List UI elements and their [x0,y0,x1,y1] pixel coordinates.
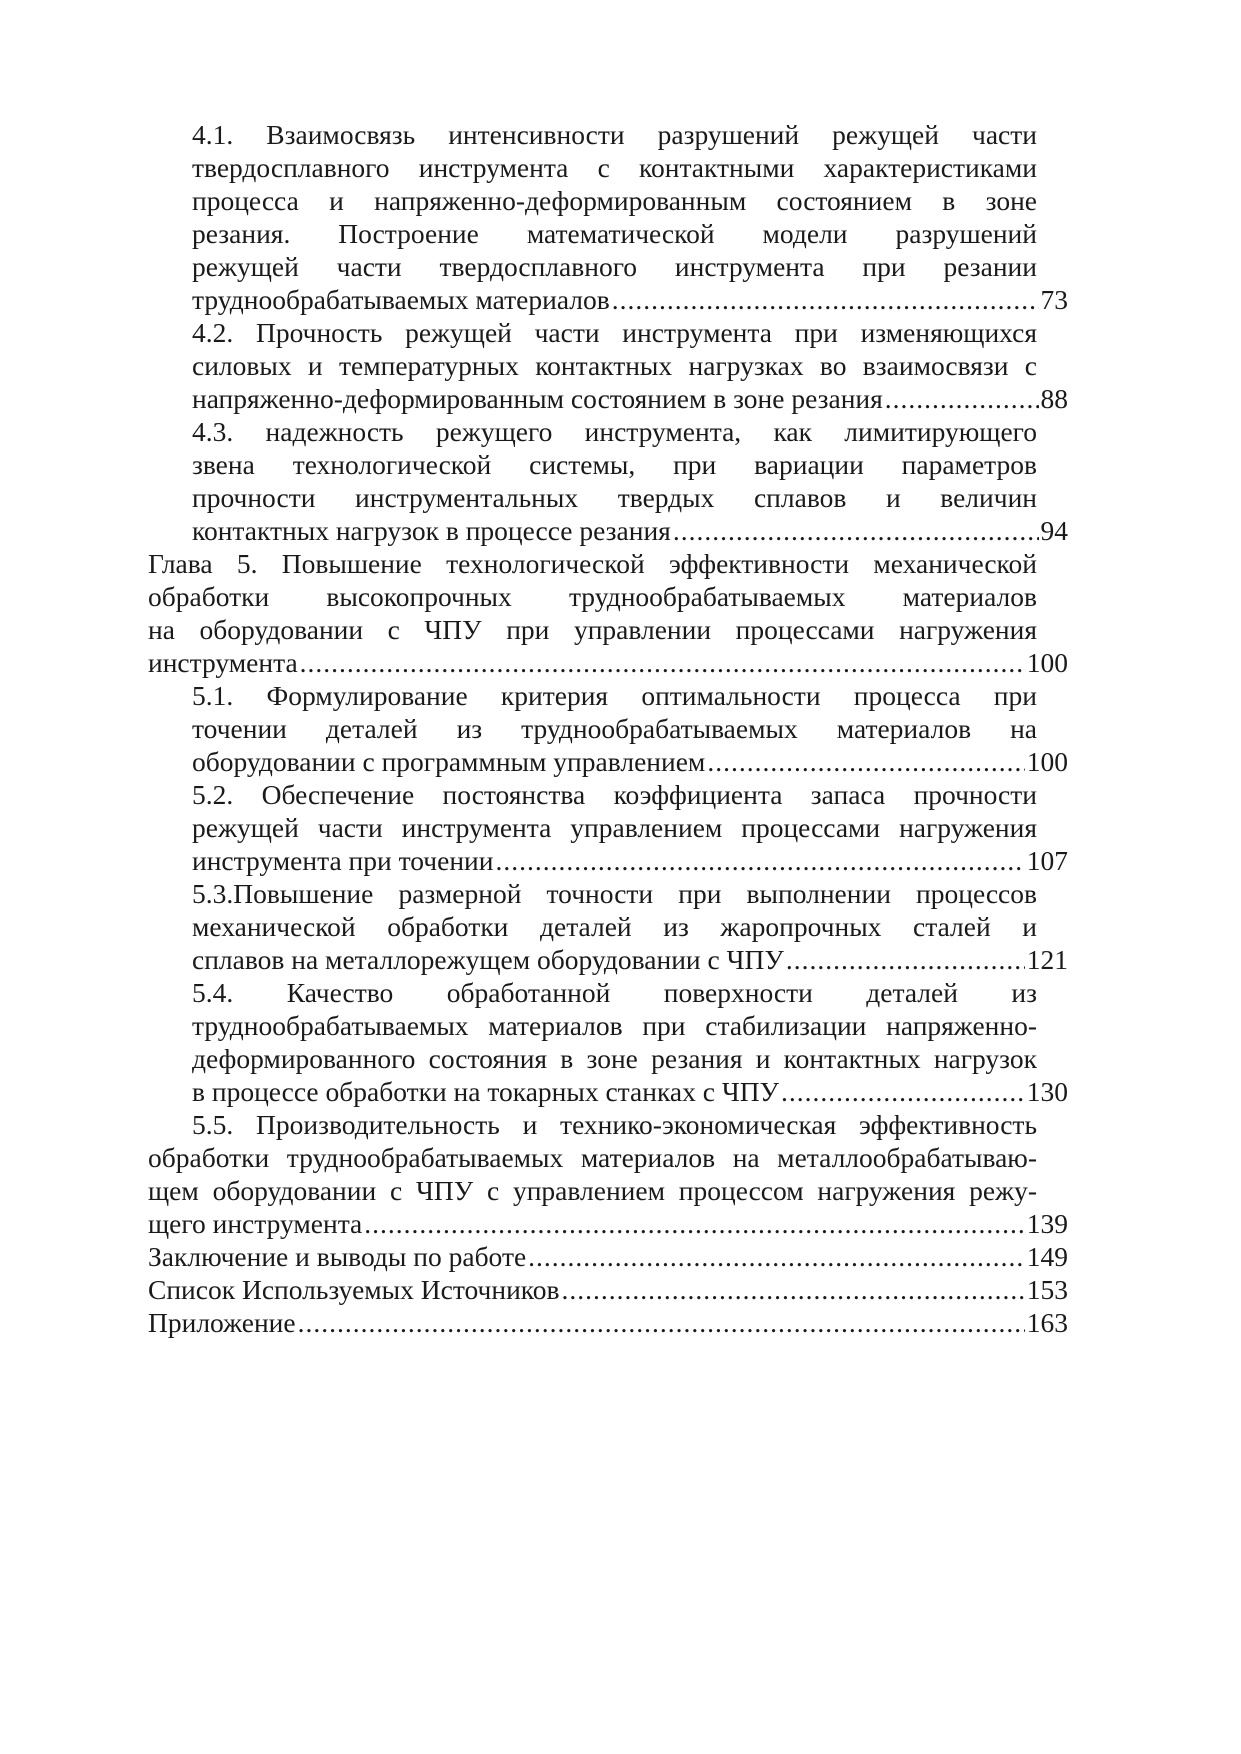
toc-leader-dots [495,844,1024,877]
toc-entry-text-line: прочности инструментальных твердых сплавов и величин [192,482,1037,513]
toc-entry-last-line [192,745,1068,778]
toc-entry-text-line: 5.2. Обеспечение постоянства коэффициента запаса прочности [192,779,1037,810]
toc-entry-text-line: точении деталей из труднообрабатываемых материалов на [192,713,1037,744]
toc-entry-last-line [148,1273,1068,1306]
toc-leader-dots [673,514,1039,547]
toc-entry-text-line: резания. Построение математической модели разрушений [192,218,1037,249]
toc-entry-text-line: 4.1. Взаимосвязь интенсивности разрушений режущей части [192,119,1037,150]
toc-page-number: 107 [1026,845,1068,876]
toc-leader-dots [298,1306,1025,1339]
toc-entry-last-line [192,283,1068,316]
toc-page-number: 100 [1026,647,1068,678]
toc-page-number: 121 [1026,944,1068,975]
toc-leader-dots [707,745,1024,778]
toc-entry-title-tail: оборудовании с программным управлением [192,746,706,777]
toc-entry-text-line: 5.4. Качество обработанной поверхности деталей из [192,977,1037,1008]
toc-entry-title-tail: инструмента при точении [192,845,494,876]
toc-leader-dots [781,1075,1025,1108]
toc-leader-dots [364,1207,1024,1240]
toc-entry-text-line: 5.1. Формулирование критерия оптимальности процесса при [192,680,1037,711]
toc-page-number: 94 [1040,515,1068,546]
toc-page-number: 73 [1040,284,1068,315]
toc-entry-text-line: щем оборудовании с ЧПУ с управлением процессом нагружения режу- [148,1175,1037,1206]
toc-page-number: 149 [1026,1241,1068,1272]
toc-page-number: 163 [1026,1307,1068,1338]
toc-entry-text-line: Глава 5. Повышение технологической эффективности механической [148,548,1037,579]
toc-entry-text-line: режущей части твердосплавного инструмента при резании [192,251,1037,282]
toc-entry-text-line: деформированного состояния в зоне резания и контактных нагрузок [192,1043,1037,1074]
toc-entry-title-tail: труднообрабатываемых материалов [192,284,610,315]
toc-entry-text-line: режущей части инструмента управлением процессами нагружения [192,812,1037,843]
toc-page-number: 130 [1026,1076,1068,1107]
toc-entry-text-line: силовых и температурных контактных нагрузках во взаимосвязи с [192,350,1037,381]
toc-entry-last-line [192,514,1068,547]
toc-leader-dots [612,283,1039,316]
toc-entry-text-line: механической обработки деталей из жаропрочных сталей и [192,911,1037,942]
toc-leader-dots [885,382,1039,415]
toc-entry-text-line: обработки труднообрабатываемых материалов на металлообрабатываю- [148,1142,1037,1173]
toc-entry-last-line [192,382,1068,415]
toc-page-number: 139 [1026,1208,1068,1239]
toc-entry-title-tail: Список Используемых Источников [148,1274,560,1305]
toc-entry-last-line [148,1207,1068,1240]
toc-entry-text-line: звена технологической системы, при вариации параметров [192,449,1037,480]
toc-entry-last-line [148,1306,1068,1339]
toc-entry-last-line [192,943,1068,976]
toc-entry-last-line [192,844,1068,877]
toc-entry-text-line: 5.3.Повышение размерной точности при выполнении процессов [192,878,1037,909]
toc-entry-title-tail: сплавов на металлорежущем оборудовании с ЧПУ [192,944,784,975]
toc-entry-last-line [148,1240,1068,1273]
toc-entry-title-tail: инструмента [148,647,298,678]
toc-entry-text-line: 5.5. Производительность и технико-экономическая эффективность [192,1109,1037,1140]
toc-leader-dots [562,1273,1025,1306]
toc-entry-text-line: на оборудовании с ЧПУ при управлении процессами нагружения [148,614,1037,645]
toc-page-number: 153 [1026,1274,1068,1305]
toc-entry-title-tail: в процессе обработки на токарных станках с ЧПУ [192,1076,780,1107]
toc-entry-text-line: обработки высокопрочных труднообрабатываемых материалов [148,581,1037,612]
toc-leader-dots [300,646,1025,679]
toc-entry-text-line: твердосплавного инструмента с контактными характеристиками [192,152,1037,183]
toc-entry-text-line: 4.3. надежность режущего инструмента, как лимитирующего [192,416,1037,447]
toc-page-number: 100 [1026,746,1068,777]
toc-entry-title-tail: щего инструмента [148,1208,363,1239]
toc-leader-dots [786,943,1025,976]
toc-entry-text-line: процесса и напряженно-деформированным состоянием в зоне [192,185,1037,216]
toc-entry-text-line: труднообрабатываемых материалов при стабилизации напряженно- [192,1010,1037,1041]
toc-entry-last-line [192,1075,1068,1108]
toc-entry-title-tail: напряженно-деформированным состоянием в зоне резания [192,383,883,414]
toc-entry-title-tail: Приложение [148,1307,296,1338]
toc-entry-title-tail: контактных нагрузок в процессе резания [192,515,671,546]
toc-leader-dots [528,1240,1025,1273]
toc-page-number: 88 [1040,383,1068,414]
toc-entry-text-line: 4.2. Прочность режущей части инструмента при изменяющихся [192,317,1037,348]
toc-entry-title-tail: Заключение и выводы по работе [148,1241,527,1272]
toc-entry-last-line [148,646,1068,679]
